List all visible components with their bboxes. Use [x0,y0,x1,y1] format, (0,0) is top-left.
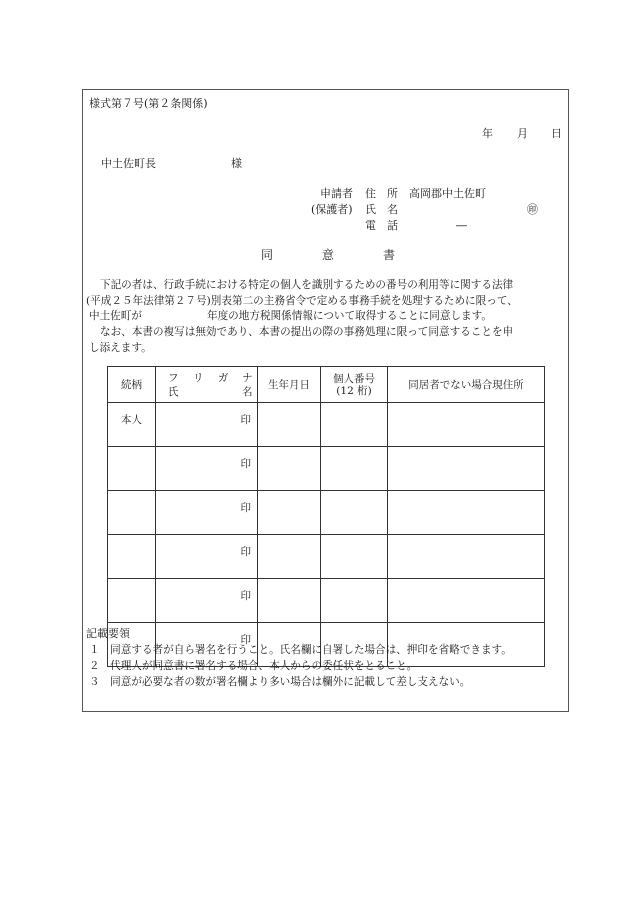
furigana-char: リ [193,372,204,384]
body-paragraph-2-line-1: なお、本書の複写は無効であり、本書の提出の際の事務処理に限って同意することを申 [100,326,514,338]
name-seal-cell[interactable]: 印 [156,491,258,535]
title-char-2: 意 [322,248,335,262]
mynumber-cell[interactable] [321,403,388,447]
table-row [108,535,545,579]
note-item-3: ３ 同意が必要な者の数が署名欄より多い場合は欄外に記載して差し支えない。 [89,676,471,688]
table-header-row [108,367,545,403]
mynumber-cell[interactable] [321,491,388,535]
relation-cell[interactable]: 本人 [108,403,156,447]
body-paragraph-1-line-1: 下記の者は、行政手続における特定の個人を識別するための番号の利用等に関する法律 [100,279,514,291]
date-day-label: 日 [551,127,562,140]
notes-heading: 記載要領 [86,627,130,640]
address-cell[interactable] [388,535,545,579]
name-seal-cell[interactable]: 印 [156,579,258,623]
date-month-label: 月 [517,127,528,140]
addressee-honorific: 様 [231,157,242,170]
guardian-role: (保護者) [311,203,353,216]
name-char: 名 [242,386,253,398]
relation-cell[interactable] [108,447,156,491]
relation-cell[interactable] [108,579,156,623]
phone-label: 電 話 [365,219,398,232]
header-mynumber-line-1: 個人番号 [333,372,375,385]
birthdate-cell[interactable] [258,535,321,579]
table-row [108,403,545,447]
name-char: 氏 [168,386,179,398]
consent-table [107,366,545,667]
address-cell[interactable] [388,491,545,535]
note-item-1: １ 同意する者が自ら署名を行うこと。氏名欄に自署した場合は、押印を省略できます。 [89,644,512,656]
name-seal-cell[interactable]: 印 [156,623,258,667]
header-birthdate: 生年月日 [258,367,321,403]
birthdate-cell[interactable] [258,491,321,535]
address-cell[interactable] [388,403,545,447]
body-paragraph-1-line-3b: 年度の地方税関係情報について取得することに同意します。 [207,310,492,322]
relation-cell[interactable] [108,535,156,579]
birthdate-cell[interactable] [258,403,321,447]
table-row [108,491,545,535]
seal-mark: ㊞ [527,203,538,216]
mynumber-cell[interactable] [321,535,388,579]
title-char-3: 書 [383,248,396,262]
table-row [108,579,545,623]
mynumber-cell[interactable] [321,579,388,623]
body-paragraph-1-line-3a: 中土佐町が [89,310,142,322]
form-number: 様式第７号(第２条関係) [89,97,208,110]
furigana-char: ガ [218,372,229,384]
header-mynumber [321,367,388,403]
address-label: 住 所 [365,187,398,200]
name-seal-cell[interactable]: 印 [156,535,258,579]
address-value: 高岡郡中土佐町 [409,187,486,200]
applicant-role: 申請者 [320,187,353,200]
body-paragraph-1-line-2: (平成２５年法律第２７号)別表第二の主務省令で定める事務手続を処理するために限って、 [86,295,518,307]
header-relation: 続柄 [108,367,156,403]
header-address: 同居者でない場合現住所 [388,367,545,403]
header-mynumber-line-2: (12 桁) [336,384,372,397]
phone-dash: ― [456,219,467,232]
name-seal-cell[interactable]: 印 [156,403,258,447]
table-row [108,447,545,491]
furigana-char: フ [168,372,179,384]
birthdate-cell[interactable] [258,447,321,491]
mynumber-cell[interactable] [321,447,388,491]
address-cell[interactable] [388,447,545,491]
note-item-2: ２ 代理人が同意書に署名する場合、本人からの委任状をとること。 [89,660,418,672]
name-label: 氏 名 [365,203,398,216]
title-char-1: 同 [261,248,274,262]
address-cell[interactable] [388,579,545,623]
relation-cell[interactable] [108,491,156,535]
body-paragraph-2-line-2: し添えます。 [89,342,152,354]
furigana-char: ナ [242,372,253,384]
birthdate-cell[interactable] [258,579,321,623]
header-furigana-name [156,367,258,403]
addressee-name: 中土佐町長 [101,157,156,170]
date-year-label: 年 [482,127,493,140]
name-seal-cell[interactable]: 印 [156,447,258,491]
